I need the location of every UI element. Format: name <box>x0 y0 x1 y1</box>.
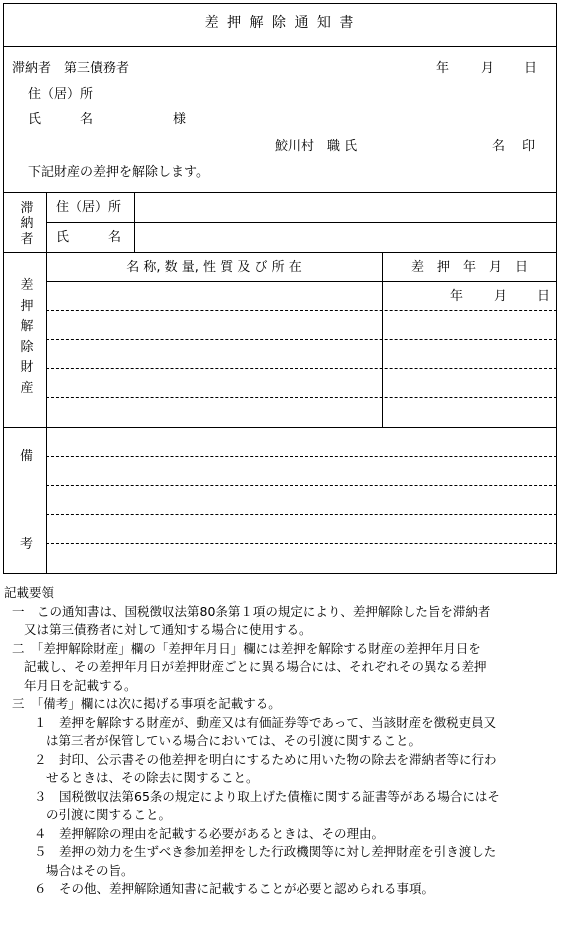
instruction-subitem: せるときは、その除去に関すること。 <box>46 770 259 785</box>
instruction-subitem: ４ 差押解除の理由を記載する必要があるときは、その理由。 <box>34 825 385 841</box>
debtor-section-divider <box>3 252 557 253</box>
property-date-header: 差 押 年 月 日 <box>410 260 528 275</box>
property-side-label: 差 押 解 除 財 産 <box>20 278 34 396</box>
title-divider <box>3 46 557 47</box>
date-month-label: 月 <box>481 61 495 76</box>
honorific: 様 <box>173 112 187 127</box>
instruction-subitem: １ 差押を解除する財産が、動産又は有価証券等であって、当該財産を徴税吏員又 <box>34 714 497 730</box>
property-date-year: 年 <box>450 289 464 304</box>
property-row-line <box>46 310 557 311</box>
debtor-name-label: 氏 名 <box>56 230 122 245</box>
instruction-subitem: ３ 国税徴収法第65条の規定により取上げた債権に関する証書等がある場合にはそ <box>34 788 500 804</box>
remarks-label-bottom: 考 <box>20 537 34 552</box>
property-description-header: 名 称, 数 量, 性 質 及 び 所 在 <box>126 260 302 275</box>
remarks-row-line <box>46 485 557 486</box>
remarks-row-line <box>46 514 557 515</box>
recipient-type: 滞納者 第三債務者 <box>12 61 130 76</box>
instruction-item: 記載し、その差押年月日が差押財産ごとに異る場合には、それぞれその異なる差押 <box>24 659 487 674</box>
instruction-item: 三 「備考」欄には次に掲げる事項を記載する。 <box>12 696 281 711</box>
left-label-column-line <box>46 192 47 574</box>
instruction-subitem: の引渡に関すること。 <box>46 807 172 822</box>
instruction-item: 年月日を記載する。 <box>24 677 137 693</box>
instructions <box>4 584 576 899</box>
property-date-month: 月 <box>494 289 508 304</box>
document-title: 差 押 解 除 通 知 書 <box>204 15 356 31</box>
property-row-line <box>46 339 557 340</box>
remarks-row-line <box>46 543 557 544</box>
date-year-label: 年 <box>436 61 450 76</box>
issuer-org: 鮫川村 職 氏 <box>275 139 358 154</box>
instruction-subitem: は第三者が保管している場合においては、その引渡に関すること。 <box>46 733 422 748</box>
header-divider <box>3 192 557 193</box>
instructions-heading: 記載要領 <box>4 585 55 600</box>
remarks-row-line <box>46 456 557 457</box>
instruction-subitem: ２ 封印、公示書その他差押を明白にするために用いた物の除去を滞納者等に行わ <box>34 751 497 767</box>
property-section-divider <box>3 427 557 428</box>
instruction-subitem: 場合はその旨。 <box>46 862 134 878</box>
remarks-label-top: 備 <box>20 449 34 464</box>
notice-statement: 下記財産の差押を解除します。 <box>28 165 209 180</box>
recipient-name-label: 氏 名 <box>28 112 94 127</box>
seal-mark: 印 <box>522 139 536 154</box>
property-date-day: 日 <box>537 289 551 304</box>
debtor-row-divider <box>46 222 557 223</box>
property-row-line <box>46 368 557 369</box>
debtor-address-field[interactable] <box>140 201 550 217</box>
debtor-name-field[interactable] <box>140 231 550 247</box>
instruction-item: 一 この通知書は、国税徴収法第80条第１項の規定により、差押解除した旨を滞納者 <box>12 603 491 619</box>
date-day-label: 日 <box>524 61 538 76</box>
property-header-divider <box>46 281 557 282</box>
debtor-side-label: 滞 納 者 <box>20 201 34 247</box>
instruction-item: 又は第三債務者に対して通知する場合に使用する。 <box>24 622 312 637</box>
instruction-subitem: ５ 差押の効力を生ずべき参加差押をした行政機関等に対し差押財産を引き渡した <box>34 844 497 859</box>
instruction-item: 二 「差押解除財産」欄の「差押年月日」欄には差押を解除する財産の差押年月日を <box>12 640 481 656</box>
issuer-name-label: 名 <box>492 139 506 154</box>
property-row-line <box>46 397 557 398</box>
instruction-subitem: ６ その他、差押解除通知書に記載することが必要と認められる事項。 <box>34 881 435 896</box>
recipient-address-label: 住（居）所 <box>28 87 94 102</box>
debtor-address-label: 住（居）所 <box>56 200 122 215</box>
